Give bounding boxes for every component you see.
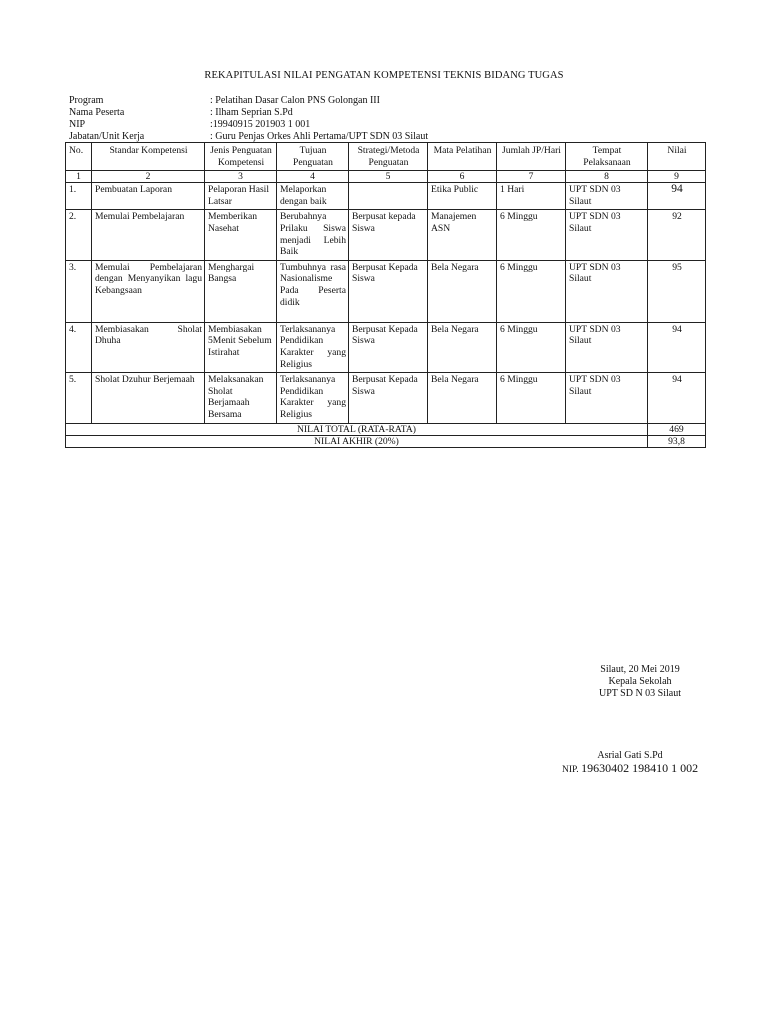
final-row — [66, 435, 706, 447]
identity-label: Jabatan/Unit Kerja — [69, 131, 145, 142]
row-jenis: Membiasakan 5Menit Sebelum Istirahat — [205, 322, 277, 372]
table-row — [66, 322, 706, 372]
row-nilai: 92 — [648, 210, 706, 260]
row-standar: Memulai Pembelajaran dengan Menyanyikan lagu Kebangsaan — [92, 260, 205, 322]
signature-school: UPT SD N 03 Silaut — [598, 688, 682, 699]
identity-value: : Guru Penjas Orkes Ahli Pertama/UPT SDN 03 Silaut — [210, 131, 429, 142]
header-cell: No. — [66, 143, 92, 171]
row-jenis: Pelaporan Hasil Latsar — [205, 183, 277, 210]
identity-label: NIP — [69, 119, 86, 130]
row-tujuan: Terlaksananya Pendidikan Karakter yang Religius — [277, 373, 349, 423]
signature-block — [540, 664, 740, 700]
column-number: 7 — [497, 171, 566, 183]
row-strategi — [349, 183, 428, 210]
row-mata: Bela Negara — [428, 260, 497, 322]
table-row — [66, 373, 706, 423]
signature-position: Kepala Sekolah — [608, 676, 672, 687]
row-standar: Sholat Dzuhur Berjemaah — [92, 373, 205, 423]
identity-block — [69, 95, 428, 143]
column-number: 1 — [66, 171, 92, 183]
header-cell: Strategi/Metoda Penguatan — [349, 143, 428, 171]
total-label: NILAI TOTAL (RATA-RATA) — [66, 423, 648, 435]
identity-row-program — [69, 95, 428, 107]
signer-nip-label: NIP. — [562, 765, 579, 775]
row-nilai: 94 — [648, 373, 706, 423]
row-strategi: Berpusat Kepada Siswa — [349, 322, 428, 372]
final-value: 93,8 — [648, 435, 706, 447]
row-tempat: UPT SDN 03 Silaut — [566, 210, 648, 260]
row-tujuan: Berubahnya Prilaku Siswa menjadi Lebih Baik — [277, 210, 349, 260]
row-standar: Memulai Pembelajaran — [92, 210, 205, 260]
table-row — [66, 210, 706, 260]
competency-table — [65, 142, 706, 448]
column-number: 4 — [277, 171, 349, 183]
total-value: 469 — [648, 423, 706, 435]
header-cell: Jenis Penguatan Kompetensi — [205, 143, 277, 171]
header-cell: Standar Kompetensi — [92, 143, 205, 171]
row-no: 2. — [66, 210, 92, 260]
row-tujuan: Tumbuhnya rasa Nasionalisme Pada Peserta didik — [277, 260, 349, 322]
row-tempat: UPT SDN 03 Silaut — [566, 373, 648, 423]
signer-nip-value: 19630402 198410 1 002 — [581, 761, 699, 775]
row-mata: Etika Public — [428, 183, 497, 210]
identity-value: : Ilham Seprian S.Pd — [210, 107, 293, 118]
row-jenis: Melaksanakan Sholat Berjamaah Bersama — [205, 373, 277, 423]
table-row — [66, 183, 706, 210]
identity-value: : Pelatihan Dasar Calon PNS Golongan III — [210, 95, 380, 106]
row-jenis: Menghargai Bangsa — [205, 260, 277, 322]
identity-row-name — [69, 107, 428, 119]
column-number-row — [66, 171, 706, 183]
header-cell: Nilai — [648, 143, 706, 171]
table-header-row — [66, 143, 706, 171]
table-row — [66, 260, 706, 322]
row-jenis: Memberikan Nasehat — [205, 210, 277, 260]
row-jumlah: 6 Minggu — [497, 322, 566, 372]
header-cell: Jumlah JP/Hari — [497, 143, 566, 171]
signer-name: Asrial Gati S.Pd — [597, 750, 663, 761]
row-jumlah: 6 Minggu — [497, 260, 566, 322]
row-strategi: Berpusat Kepada Siswa — [349, 260, 428, 322]
row-no: 3. — [66, 260, 92, 322]
identity-label: Program — [69, 95, 104, 106]
row-no: 1. — [66, 183, 92, 210]
identity-label: Nama Peserta — [69, 107, 125, 118]
row-tempat: UPT SDN 03 Silaut — [566, 183, 648, 210]
row-tempat: UPT SDN 03 Silaut — [566, 322, 648, 372]
row-standar: Pembuatan Laporan — [92, 183, 205, 210]
row-standar: Membiasakan Sholat Dhuha — [92, 322, 205, 372]
header-cell: Mata Pelatihan — [428, 143, 497, 171]
identity-row-nip — [69, 119, 428, 131]
signer-nip — [562, 762, 698, 776]
header-cell: Tempat Pelaksanaan — [566, 143, 648, 171]
row-jumlah: 6 Minggu — [497, 210, 566, 260]
total-row — [66, 423, 706, 435]
signature-place-date: Silaut, 20 Mei 2019 — [600, 664, 680, 675]
row-nilai: 94 — [648, 322, 706, 372]
identity-value: :19940915 201903 1 001 — [210, 119, 311, 130]
document-title: REKAPITULASI NILAI PENGATAN KOMPETENSI TEKNIS BIDANG TUGAS — [204, 70, 564, 81]
row-nilai: 94 — [648, 183, 706, 210]
column-number: 2 — [92, 171, 205, 183]
column-number: 6 — [428, 171, 497, 183]
row-tujuan: Terlaksananya Pendidikan Karakter yang Religius — [277, 322, 349, 372]
row-mata: Bela Negara — [428, 322, 497, 372]
column-number: 3 — [205, 171, 277, 183]
column-number: 9 — [648, 171, 706, 183]
row-nilai: 95 — [648, 260, 706, 322]
row-no: 5. — [66, 373, 92, 423]
row-jumlah: 6 Minggu — [497, 373, 566, 423]
row-mata: Manajemen ASN — [428, 210, 497, 260]
row-mata: Bela Negara — [428, 373, 497, 423]
final-label: NILAI AKHIR (20%) — [66, 435, 648, 447]
row-tempat: UPT SDN 03 Silaut — [566, 260, 648, 322]
column-number: 5 — [349, 171, 428, 183]
header-cell: Tujuan Penguatan — [277, 143, 349, 171]
row-no: 4. — [66, 322, 92, 372]
row-strategi: Berpusat Kepada Siswa — [349, 373, 428, 423]
column-number: 8 — [566, 171, 648, 183]
row-strategi: Berpusat kepada Siswa — [349, 210, 428, 260]
row-jumlah: 1 Hari — [497, 183, 566, 210]
row-tujuan: Melaporkan dengan baik — [277, 183, 349, 210]
